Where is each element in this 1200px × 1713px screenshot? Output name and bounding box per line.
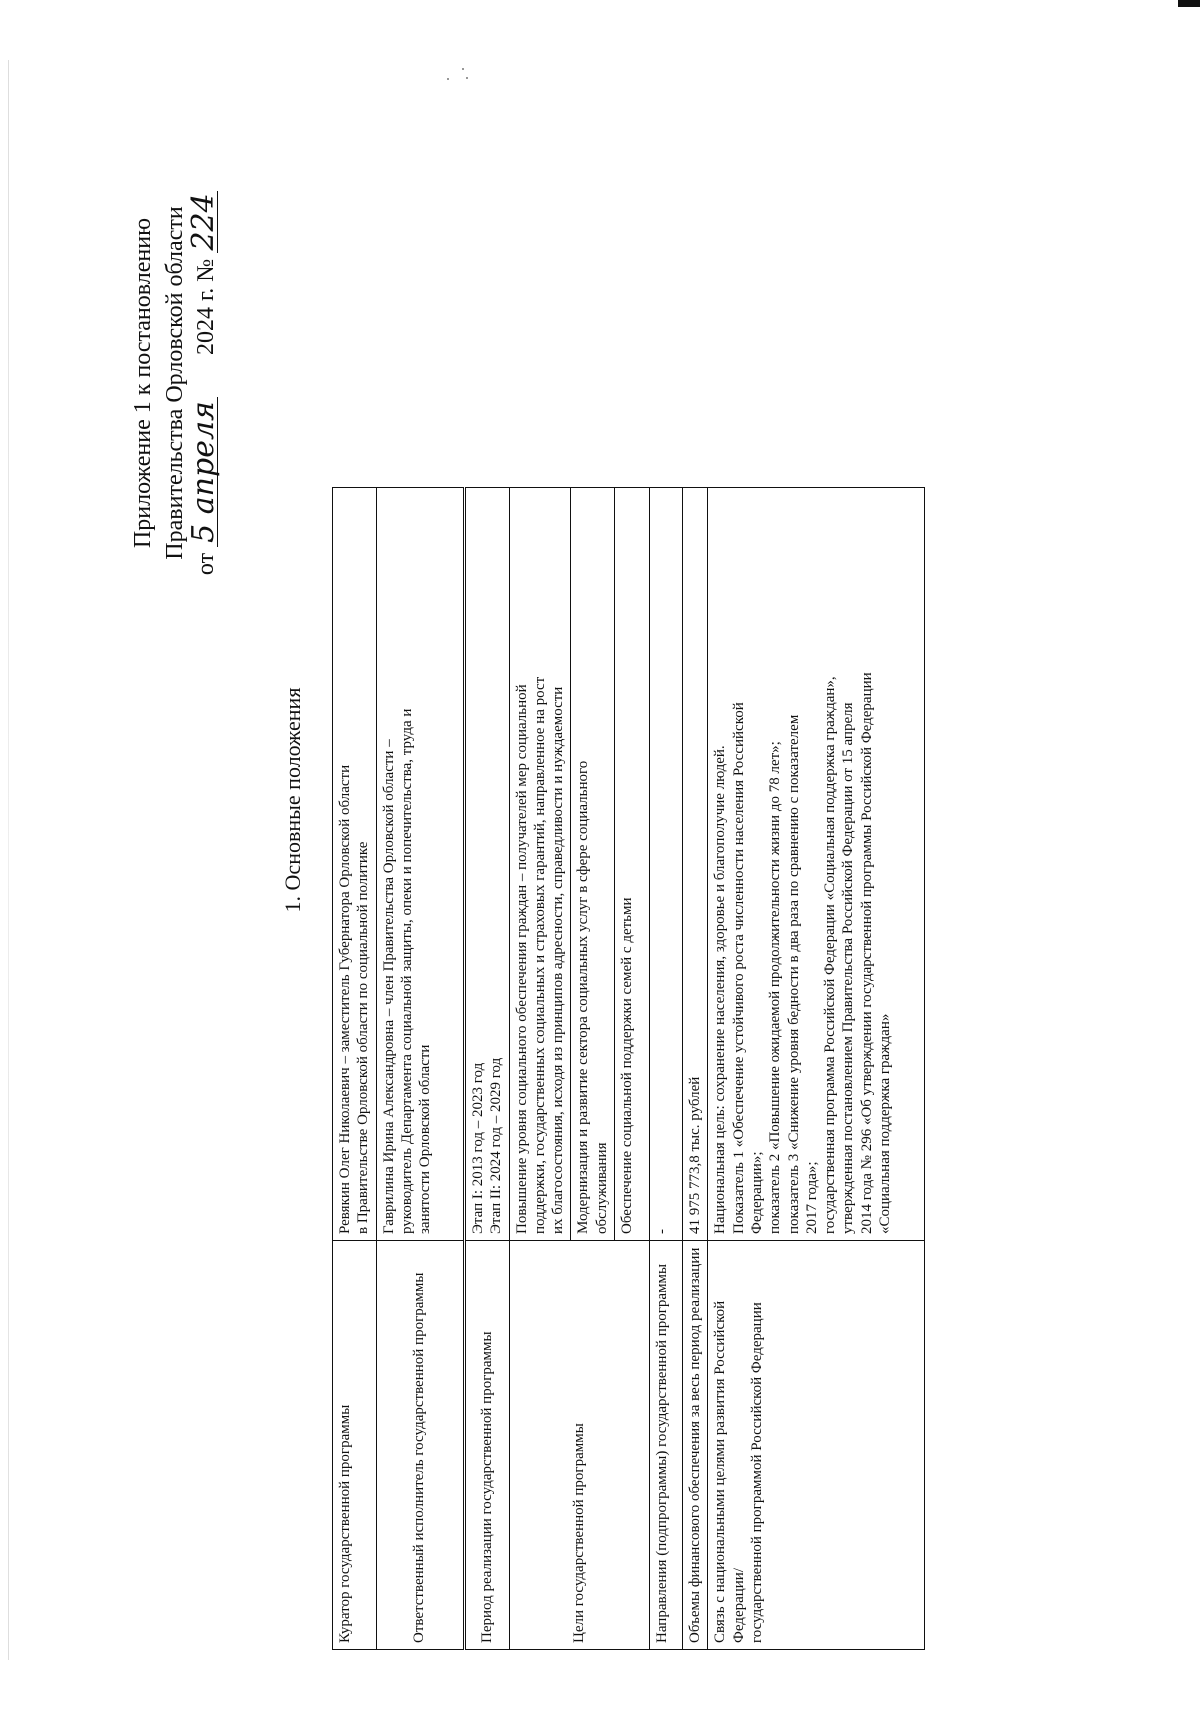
cell-label: Период реализации государственной программы	[466, 1241, 510, 1650]
value-line: поддержки, государственных социальных и страховых гарантий, направленное на рост	[531, 676, 548, 1234]
cell-value	[708, 488, 925, 1241]
table-row	[333, 488, 377, 1650]
value-line: руководитель Департамента социальной защиты, опеки и попечительства, труда и	[398, 708, 415, 1234]
cell-value	[509, 488, 571, 1241]
cell-label: Цели государственной программы	[509, 1241, 649, 1650]
cell-label	[708, 1241, 925, 1650]
value-line: показатель 2 «Повышение ожидаемой продолжительности жизни до 78 лет»;	[767, 741, 784, 1234]
cell-label: Ответственный исполнитель государственной программы	[376, 1241, 463, 1650]
value-line: в Правительстве Орловской области по социальной политике	[355, 841, 372, 1234]
value-line: государственная программа Российской Федерации «Социальная поддержка граждан»,	[822, 676, 839, 1234]
cell-value: -	[650, 488, 683, 1241]
cell-value	[376, 488, 463, 1241]
header-year-text: 2024 г. №	[193, 258, 220, 355]
table-row	[466, 488, 510, 1650]
table-row	[708, 488, 925, 1650]
value-line: 2014 года № 296 «Об утверждении государственной программы Российской Федерации	[858, 672, 875, 1234]
value-line: показатель 3 «Снижение уровня бедности в два раза по сравнению с показателем	[785, 714, 802, 1234]
value-line: утвержденная постановлением Правительства Российской Федерации от 15 апреля	[840, 702, 857, 1234]
table-row	[376, 488, 463, 1650]
value-line: Модернизация и развитие сектора социальных услуг в сфере социального	[575, 760, 592, 1234]
value-line: Показатель 1 «Обеспечение устойчивого роста численности населения Российской	[730, 702, 747, 1234]
cell-value	[571, 488, 615, 1241]
label-line: Связь с национальными целями развития Российской Федерации/	[712, 1300, 747, 1643]
value-line: Обеспечение социальной поддержки семей с детьми	[619, 897, 636, 1234]
header-line-2: Правительства Орловской области	[161, 206, 188, 560]
appendix-header	[128, 113, 223, 653]
cell-label: Объемы финансового обеспечения за весь период реализации	[683, 1241, 708, 1650]
value-line: Ревякин Олег Николаевич – заместитель Губернатора Орловской области	[337, 764, 353, 1234]
label-line: государственной программой Российской Федерации	[748, 1302, 765, 1643]
value-line: занятости Орловской области	[417, 1044, 434, 1234]
value-line: Национальная цель: сохранение населения, здоровье и благополучие людей.	[712, 745, 729, 1234]
value-line: Этап I: 2013 год – 2023 год	[470, 1062, 486, 1234]
header-line-1: Приложение 1 к постановлению	[130, 217, 156, 549]
value-line: Этап II: 2024 год – 2029 год	[488, 1057, 505, 1234]
header-from-prefix: от	[193, 552, 220, 576]
table-row	[509, 488, 571, 1650]
header-date-line	[186, 113, 223, 653]
value-line: обслуживания	[593, 1142, 610, 1234]
cell-label: Направления (подпрограммы) государственной программы	[650, 1241, 683, 1650]
table-row	[650, 488, 683, 1650]
value-line: Федерации»;	[748, 1151, 765, 1234]
handwritten-number: 224	[191, 191, 218, 253]
cell-value	[466, 488, 510, 1241]
value-line: «Социальная поддержка граждан»	[877, 1013, 894, 1234]
cell-value	[615, 488, 650, 1241]
value-line: 2017 года»;	[803, 1161, 820, 1234]
value-line: Повышение уровня социального обеспечения граждан – получателей мер социальной	[513, 684, 530, 1234]
section-title: 1. Основные положения	[280, 687, 305, 913]
value-line: их благосостояния, исходя из принципов адресности, справедливости и нуждаемости	[550, 686, 567, 1234]
cell-label: Куратор государственной программы	[333, 1241, 377, 1650]
table-program-info	[465, 487, 925, 1650]
cell-value: 41 975 773,8 тыс. рублей	[683, 488, 708, 1241]
table-row	[683, 488, 708, 1650]
cell-value	[333, 488, 377, 1241]
value-line: Гаврилина Ирина Александровна – член Правительства Орловской области –	[380, 739, 397, 1234]
table-curator	[332, 487, 464, 1650]
handwritten-date: 5 апреля	[191, 397, 218, 547]
